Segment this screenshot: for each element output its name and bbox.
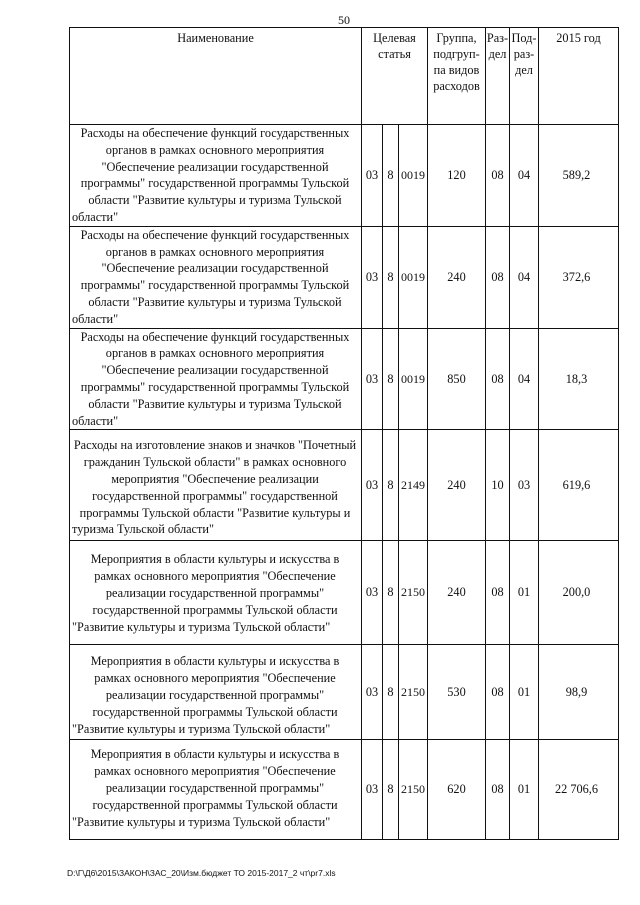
row-name: Расходы на обеспечение функций государственных органов в рамках основного мероприятия "Обеспечение реализации государственной программы" государственной программы Тульской области "Развитие культуры и туризма Тульской области" [70, 328, 362, 430]
amount-2015: 22 706,6 [539, 740, 619, 840]
section-code: 08 [486, 740, 510, 840]
subsection-code: 04 [510, 328, 539, 430]
target-part-3: 2150 [399, 740, 428, 840]
row-name: Расходы на обеспечение функций государственных органов в рамках основного мероприятия "Обеспечение реализации государственной программы" государственной программы Тульской области "Развитие культуры и туризма Тульской области" [70, 125, 362, 227]
section-code: 10 [486, 430, 510, 541]
group-code: 620 [428, 740, 486, 840]
header-subsection: Под-раз-дел [510, 28, 539, 125]
section-code: 08 [486, 328, 510, 430]
amount-2015: 619,6 [539, 430, 619, 541]
amount-2015: 18,3 [539, 328, 619, 430]
target-part-2: 8 [383, 645, 399, 740]
target-part-3: 2149 [399, 430, 428, 541]
table-row [70, 645, 619, 740]
budget-table [69, 27, 619, 840]
row-name: Мероприятия в области культуры и искусства в рамках основного мероприятия "Обеспечение реализации государственной программы" государственной программы Тульской области "Развитие культуры и туризма Тульской области" [70, 740, 362, 840]
row-name: Мероприятия в области культуры и искусства в рамках основного мероприятия "Обеспечение реализации государственной программы" государственной программы Тульской области "Развитие культуры и туризма Тульской области" [70, 541, 362, 645]
header-section: Раз-дел [486, 28, 510, 125]
section-code: 08 [486, 226, 510, 328]
table-row [70, 125, 619, 227]
header-group: Группа, подгруп-па видов расходов [428, 28, 486, 125]
subsection-code: 04 [510, 125, 539, 227]
group-code: 240 [428, 541, 486, 645]
target-part-2: 8 [383, 430, 399, 541]
header-name: Наименование [70, 28, 362, 125]
table-row [70, 740, 619, 840]
subsection-code: 01 [510, 541, 539, 645]
target-part-3: 2150 [399, 645, 428, 740]
target-part-3: 0019 [399, 125, 428, 227]
target-part-3: 2150 [399, 541, 428, 645]
group-code: 240 [428, 226, 486, 328]
amount-2015: 589,2 [539, 125, 619, 227]
section-code: 08 [486, 645, 510, 740]
section-code: 08 [486, 125, 510, 227]
row-name: Расходы на изготовление знаков и значков "Почетный гражданин Тульской области" в рамках основного мероприятия "Обеспечение реализации государственной программы" государственной программы Тульской области "Развитие культуры и туризма Тульской области" [70, 430, 362, 541]
target-part-3: 0019 [399, 226, 428, 328]
header-year: 2015 год [539, 28, 619, 125]
group-code: 530 [428, 645, 486, 740]
target-part-2: 8 [383, 328, 399, 430]
footer-file-path: D:\Г\Д6\2015\ЗАКОН\ЗАС_20\Изм.бюджет ТО 2015-2017_2 чт\pr7.xls [67, 868, 336, 878]
row-name: Расходы на обеспечение функций государственных органов в рамках основного мероприятия "Обеспечение реализации государственной программы" государственной программы Тульской области "Развитие культуры и туризма Тульской области" [70, 226, 362, 328]
table-row [70, 226, 619, 328]
subsection-code: 04 [510, 226, 539, 328]
row-name: Мероприятия в области культуры и искусства в рамках основного мероприятия "Обеспечение реализации государственной программы" государственной программы Тульской области "Развитие культуры и туризма Тульской области" [70, 645, 362, 740]
target-part-2: 8 [383, 740, 399, 840]
subsection-code: 01 [510, 740, 539, 840]
target-part-1: 03 [362, 328, 383, 430]
amount-2015: 200,0 [539, 541, 619, 645]
amount-2015: 372,6 [539, 226, 619, 328]
target-part-2: 8 [383, 226, 399, 328]
group-code: 850 [428, 328, 486, 430]
subsection-code: 03 [510, 430, 539, 541]
target-part-1: 03 [362, 740, 383, 840]
header-row [70, 28, 619, 125]
target-part-2: 8 [383, 125, 399, 227]
target-part-1: 03 [362, 125, 383, 227]
target-part-1: 03 [362, 645, 383, 740]
page-number: 50 [338, 13, 350, 27]
target-part-1: 03 [362, 226, 383, 328]
target-part-2: 8 [383, 541, 399, 645]
section-code: 08 [486, 541, 510, 645]
group-code: 240 [428, 430, 486, 541]
amount-2015: 98,9 [539, 645, 619, 740]
target-part-1: 03 [362, 541, 383, 645]
header-target-article: Целевая статья [362, 28, 428, 125]
group-code: 120 [428, 125, 486, 227]
subsection-code: 01 [510, 645, 539, 740]
table-row [70, 430, 619, 541]
target-part-3: 0019 [399, 328, 428, 430]
table-row [70, 328, 619, 430]
table-row [70, 541, 619, 645]
target-part-1: 03 [362, 430, 383, 541]
